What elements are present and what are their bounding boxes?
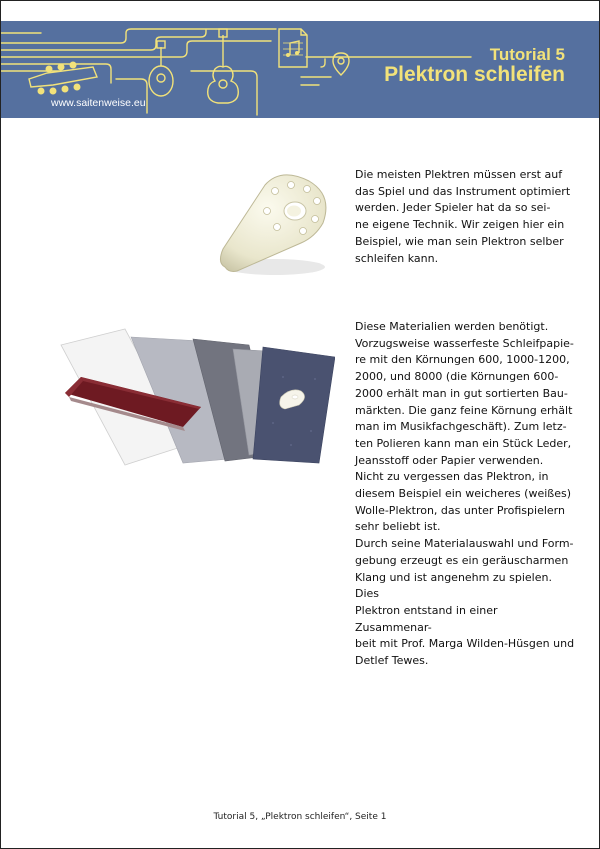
- text-line: diesem Beispiel ein weicheres (weißes): [355, 487, 571, 501]
- materials-photo: [53, 327, 335, 473]
- page-footer: Tutorial 5, „Plektron schleifen“, Seite 1: [213, 812, 387, 822]
- text-line: 2000, und 8000 (die Körnungen 600-: [355, 370, 559, 384]
- materials-paragraph: [355, 319, 577, 670]
- text-line: Jeansstoff oder Papier verwenden.: [355, 453, 544, 467]
- tutorial-label: Tutorial 5: [489, 45, 565, 64]
- text-line: re mit den Körnungen 600, 1000-1200,: [355, 353, 570, 367]
- sheet-music-icon: [279, 29, 307, 67]
- text-line: märkten. Die ganz feine Körnung erhält: [355, 403, 573, 417]
- website-link[interactable]: www.saitenweise.eu: [51, 97, 146, 109]
- text-line: Diese Materialien werden benötigt.: [355, 320, 549, 333]
- guitar-headstock-icon: [29, 62, 97, 95]
- text-line: Detlef Tewes.: [355, 654, 429, 668]
- text-line: beit mit Prof. Marga Wilden-Hüsgen und: [355, 637, 575, 651]
- header-banner: [1, 21, 599, 118]
- text-line: 2000 erhält man in gut sortierten Bau-: [355, 386, 568, 400]
- text-line: schleifen kann.: [355, 251, 439, 265]
- text-line: Durch seine Materialauswahl und Form-: [355, 537, 574, 551]
- plectrum-photo: [215, 171, 333, 279]
- text-line: Klang und ist angenehm zu spielen. Dies: [355, 570, 552, 601]
- text-line: gebung erzeugt es ein geräuscharmen: [355, 553, 569, 567]
- guitar-icon: [208, 29, 239, 103]
- page-title: Plektron schleifen: [384, 63, 565, 86]
- text-line: Vorzugsweise wasserfeste Schleifpapie-: [355, 336, 574, 350]
- text-line: Wolle-Plektron, das unter Profispielern: [355, 503, 565, 517]
- text-line: ne eigene Technik. Wir zeigen hier ein: [355, 218, 565, 232]
- text-line: ten Polieren kann man ein Stück Leder,: [355, 436, 572, 450]
- text-line: Beispiel, wie man sein Plektron selber: [355, 234, 564, 248]
- text-line: man im Musikfachgeschäft). Zum letz-: [355, 420, 567, 434]
- text-line: das Spiel und das Instrument optimiert: [355, 184, 571, 198]
- text-line: Plektron entstand in einer Zusammenar-: [355, 603, 498, 634]
- text-line: Nicht zu vergessen das Plektron, in: [355, 470, 549, 484]
- intro-paragraph: [355, 167, 577, 267]
- text-line: werden. Jeder Spieler hat da so sei-: [355, 201, 551, 215]
- text-line: sehr beliebt ist.: [355, 520, 441, 534]
- text-line: Die meisten Plektren müssen erst auf: [355, 168, 563, 181]
